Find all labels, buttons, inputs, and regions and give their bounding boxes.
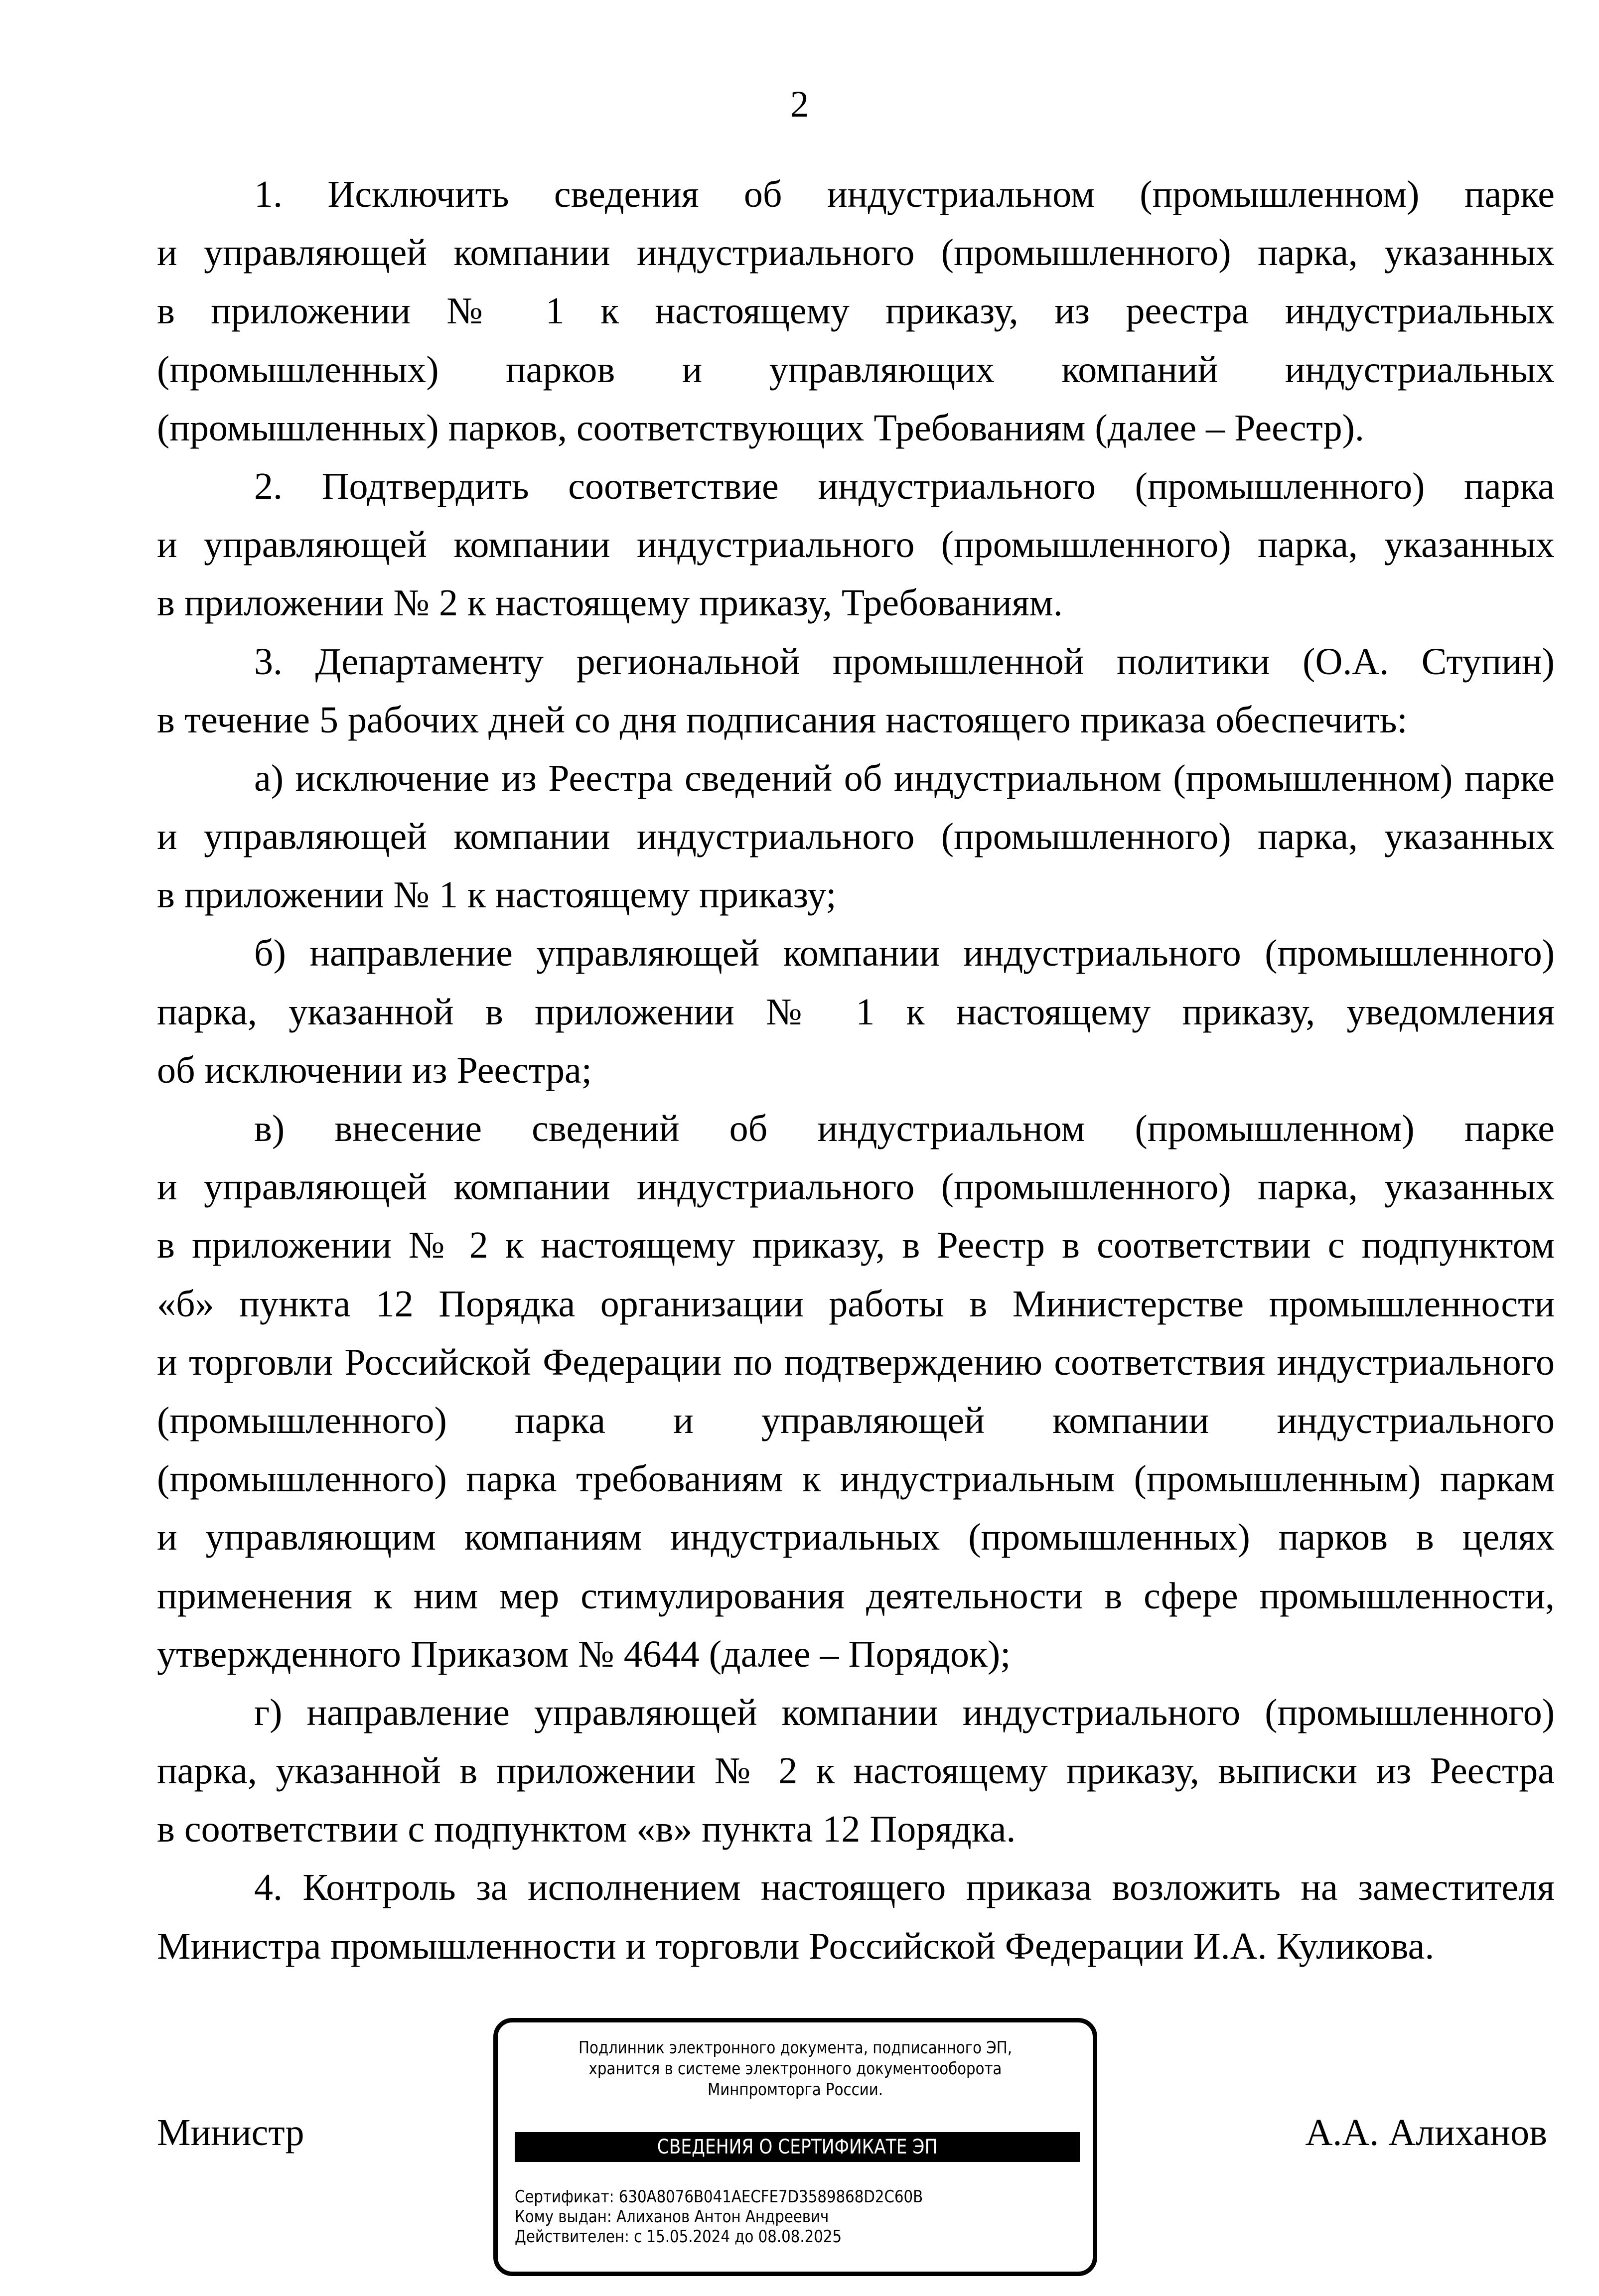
paragraph-line: и управляющей компании индустриального (промышленного) парка, указанных <box>157 232 1555 274</box>
paragraph-line: в приложении № 1 к настоящему приказу, из реестра индустриальных <box>157 290 1555 332</box>
paragraph-line: б) направление управляющей компании индустриального (промышленного) <box>254 932 1555 975</box>
paragraph-line: (промышленного) парка требованиям к индустриальным (промышленным) паркам <box>157 1458 1555 1500</box>
paragraph-line: и торговли Российской Федерации по подтверждению соответствия индустриального <box>157 1341 1555 1383</box>
stamp-title-bar <box>515 2132 1080 2162</box>
stamp-header-line: Подлинник электронного документа, подписанного ЭП, <box>578 2038 1012 2058</box>
paragraph-line: в приложении № 2 к настоящему приказу, Требованиям. <box>157 582 1063 624</box>
paragraph-line: и управляющей компании индустриального (промышленного) парка, указанных <box>157 524 1555 566</box>
paragraph-line: и управляющей компании индустриального (промышленного) парка, указанных <box>157 816 1555 858</box>
paragraph-line: «б» пункта 12 Порядка организации работы в Министерстве промышленности <box>157 1283 1555 1325</box>
paragraph-line: парка, указанной в приложении № 1 к настоящему приказу, уведомления <box>157 991 1555 1033</box>
paragraph-line: а) исключение из Реестра сведений об индустриальном (промышленном) парке <box>254 757 1555 799</box>
paragraph-line: 3. Департаменту региональной промышленной политики (О.А. Ступин) <box>254 640 1555 683</box>
signatory-name: А.А. Алиханов <box>1305 2112 1547 2153</box>
paragraph-line: 2. Подтвердить соответствие индустриального (промышленного) парка <box>254 465 1555 507</box>
stamp-header-line: хранится в системе электронного документооборота <box>588 2059 1002 2079</box>
certificate-validity: Действителен: с 15.05.2024 до 08.08.2025 <box>515 2227 842 2247</box>
electronic-signature-stamp <box>493 2018 1097 2276</box>
certificate-owner: Кому выдан: Алиханов Антон Андреевич <box>515 2207 829 2227</box>
stamp-header-line: Минпромторга России. <box>707 2080 883 2100</box>
paragraph-line: в течение 5 рабочих дней со дня подписания настоящего приказа обеспечить: <box>157 699 1408 741</box>
paragraph-line: и управляющим компаниям индустриальных (промышленных) парков в целях <box>157 1516 1555 1559</box>
stamp-title: СВЕДЕНИЯ О СЕРТИФИКАТЕ ЭП <box>657 2136 938 2158</box>
paragraph-line: в приложении № 2 к настоящему приказу, в Реестр в соответствии с подпунктом <box>157 1224 1555 1267</box>
stamp-certificate-info <box>515 2187 923 2247</box>
paragraph-line: утвержденного Приказом № 4644 (далее – Порядок); <box>157 1633 1011 1675</box>
paragraph-line: в) внесение сведений об индустриальном (промышленном) парке <box>254 1108 1555 1149</box>
paragraph-line: применения к ним мер стимулирования деятельности в сфере промышленности, <box>157 1575 1555 1617</box>
paragraph-line: в соответствии с подпунктом «в» пункта 12 Порядка. <box>157 1808 1016 1851</box>
document-body <box>157 165 1555 1976</box>
paragraph-line: об исключении из Реестра; <box>157 1049 592 1091</box>
paragraph-line: (промышленных) парков и управляющих компаний индустриальных <box>157 348 1555 391</box>
paragraph-line: 1. Исключить сведения об индустриальном (промышленном) парке <box>254 173 1555 215</box>
paragraph-line: парка, указанной в приложении № 2 к настоящему приказу, выписки из Реестра <box>157 1750 1555 1792</box>
paragraph-line: (промышленных) парков, соответствующих Требованиям (далее – Реестр). <box>157 407 1364 449</box>
signatory-position: Министр <box>157 2112 304 2153</box>
paragraph-line: 4. Контроль за исполнением настоящего приказа возложить на заместителя <box>254 1866 1555 1909</box>
page-number: 2 <box>790 84 809 125</box>
certificate-number: Сертификат: 630A8076B041AECFE7D3589868D2C60B <box>515 2187 923 2207</box>
paragraph-line: Министра промышленности и торговли Российской Федерации И.А. Куликова. <box>157 1925 1435 1967</box>
paragraph-line: (промышленного) парка и управляющей компании индустриального <box>157 1399 1555 1441</box>
paragraph-line: в приложении № 1 к настоящему приказу; <box>157 874 837 916</box>
paragraph-line: г) направление управляющей компании индустриального (промышленного) <box>254 1691 1555 1733</box>
paragraph-line: и управляющей компании индустриального (промышленного) парка, указанных <box>157 1166 1555 1208</box>
stamp-header <box>498 2037 1093 2100</box>
